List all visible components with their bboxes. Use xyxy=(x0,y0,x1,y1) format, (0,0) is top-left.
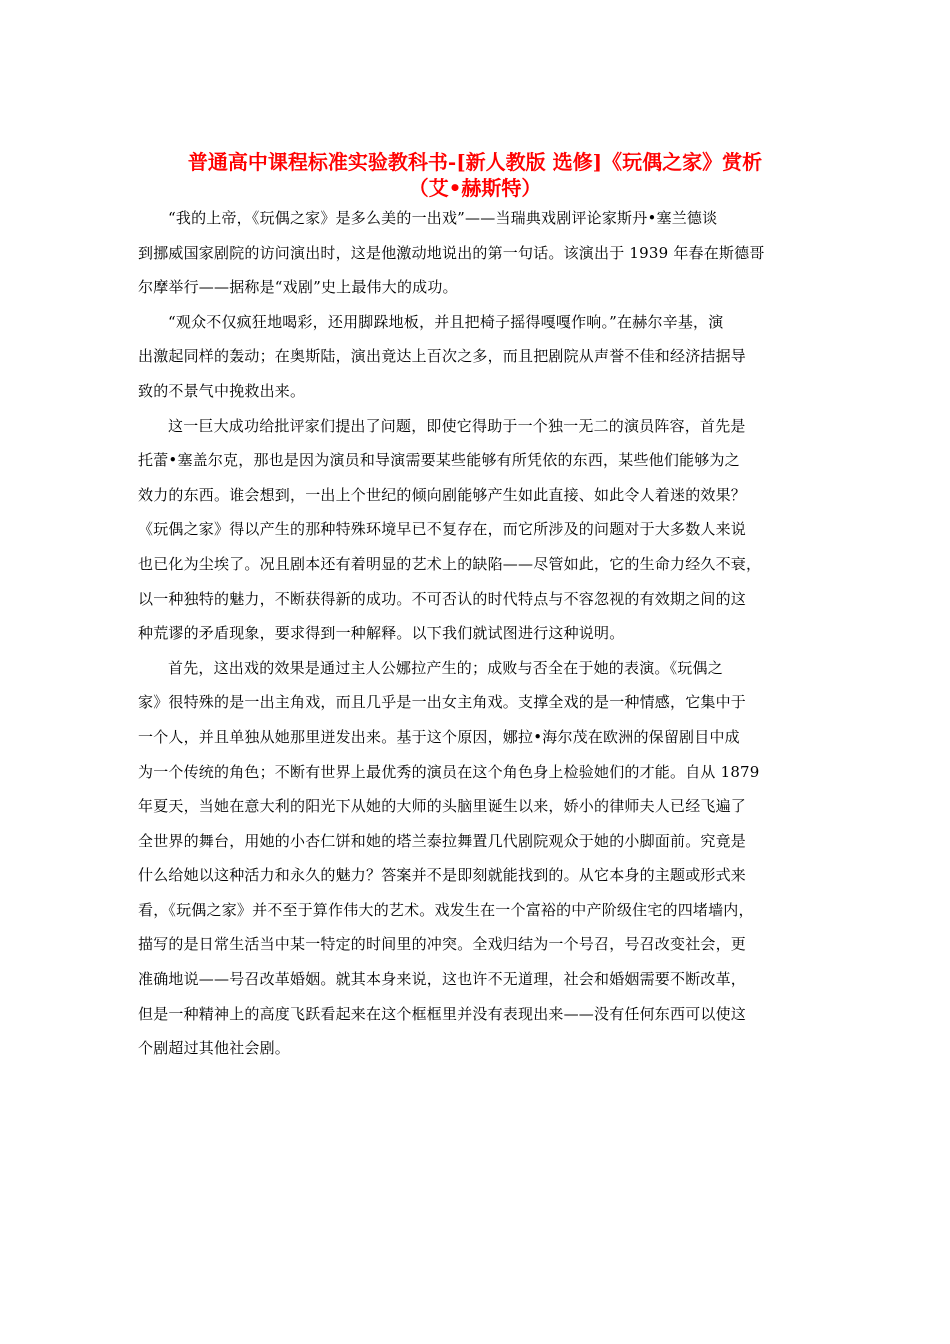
text-line: 描写的是日常生活当中某一特定的时间里的冲突。全戏归结为一个号召，号召改变社会，更 xyxy=(138,935,747,954)
text-line: 首先，这出戏的效果是通过主人公娜拉产生的；成败与否全在于她的表演。《玩偶之 xyxy=(168,658,723,677)
paragraph-2 xyxy=(138,305,818,409)
text-line: 《玩偶之家》得以产生的那种特殊环境早已不复存在，而它所涉及的问题对于大多数人来说 xyxy=(138,520,747,539)
paragraph-1 xyxy=(138,201,818,305)
text-line: 但是一种精神上的高度飞跃看起来在这个框框里并没有表现出来——没有任何东西可以使这 xyxy=(138,1004,747,1023)
text-line: 年夏天，当她在意大利的阳光下从她的大师的头脑里诞生以来，娇小的律师夫人已经飞遍了 xyxy=(138,797,747,816)
text-line: 尔摩举行——据称是“戏剧”史上最伟大的成功。 xyxy=(138,278,458,297)
document-title: 普通高中课程标准实验教科书-[新人教版 选修]《玩偶之家》赏析 xyxy=(187,150,763,174)
text-line: 看，《玩偶之家》并不至于算作伟大的艺术。戏发生在一个富裕的中产阶级住宅的四堵墙内， xyxy=(138,900,754,919)
text-line: 也已化为尘埃了。况且剧本还有着明显的艺术上的缺陷——尽管如此，它的生命力经久不衰， xyxy=(138,554,762,573)
text-line: 什么给她以这种活力和永久的魅力？答案并不是即刻就能找到的。从它本身的主题或形式来 xyxy=(138,866,747,885)
paragraph-4 xyxy=(138,651,818,1066)
text-line: 致的不景气中挽救出来。 xyxy=(138,381,306,400)
text-line: 这一巨大成功给批评家们提出了问题，即使它得助于一个独一无二的演员阵容，首先是 xyxy=(168,416,746,435)
text-line: 种荒谬的矛盾现象，要求得到一种解释。以下我们就试图进行这种说明。 xyxy=(138,624,625,643)
text-line: 家》很特殊的是一出主角戏，而且几乎是一出女主角戏。支撑全戏的是一种情感，它集中于 xyxy=(138,693,747,712)
text-line: 准确地说——号召改革婚姻。就其本身来说，这也许不无道理，社会和婚姻需要不断改革， xyxy=(138,970,747,989)
text-line: “我的上帝，《玩偶之家》是多么美的一出戏”——当瑞典戏剧评论家斯丹•塞兰德谈 xyxy=(168,209,718,227)
text-line: 一个人，并且单独从她那里迸发出来。基于这个原因，娜拉•海尔茂在欧洲的保留剧目中成 xyxy=(138,727,740,746)
article-body xyxy=(138,201,818,1066)
text-line: 托蕾•塞盖尔克，那也是因为演员和导演需要某些能够有所凭依的东西，某些他们能够为之 xyxy=(138,451,740,470)
text-line: 效力的东西。谁会想到，一出上个世纪的倾向剧能够产生如此直接、如此令人着迷的效果？ xyxy=(138,485,747,504)
text-line: 全世界的舞台，用她的小杏仁饼和她的塔兰泰拉舞置几代剧院观众于她的小脚面前。究竟是 xyxy=(138,831,747,850)
text-line: 为一个传统的角色；不断有世界上最优秀的演员在这个角色身上检验她们的才能。自从 1879 xyxy=(138,762,760,781)
document-subtitle: （艾•赫斯特） xyxy=(408,176,542,200)
text-line: 个剧超过其他社会剧。 xyxy=(138,1039,291,1058)
paragraph-3 xyxy=(138,409,818,651)
text-line: “观众不仅疯狂地喝彩，还用脚跺地板，并且把椅子摇得嘎嘎作响。”在赫尔辛基，演 xyxy=(168,312,724,331)
text-line: 出激起同样的轰动；在奥斯陆，演出竟达上百次之多，而且把剧院从声誉不佳和经济拮据导 xyxy=(138,347,747,366)
text-line: 以一种独特的魅力，不断获得新的成功。不可否认的时代特点与不容忽视的有效期之间的这 xyxy=(138,589,747,608)
text-line: 到挪威国家剧院的访问演出时，这是他激动地说出的第一句话。该演出于 1939 年春在斯德哥 xyxy=(138,243,765,262)
